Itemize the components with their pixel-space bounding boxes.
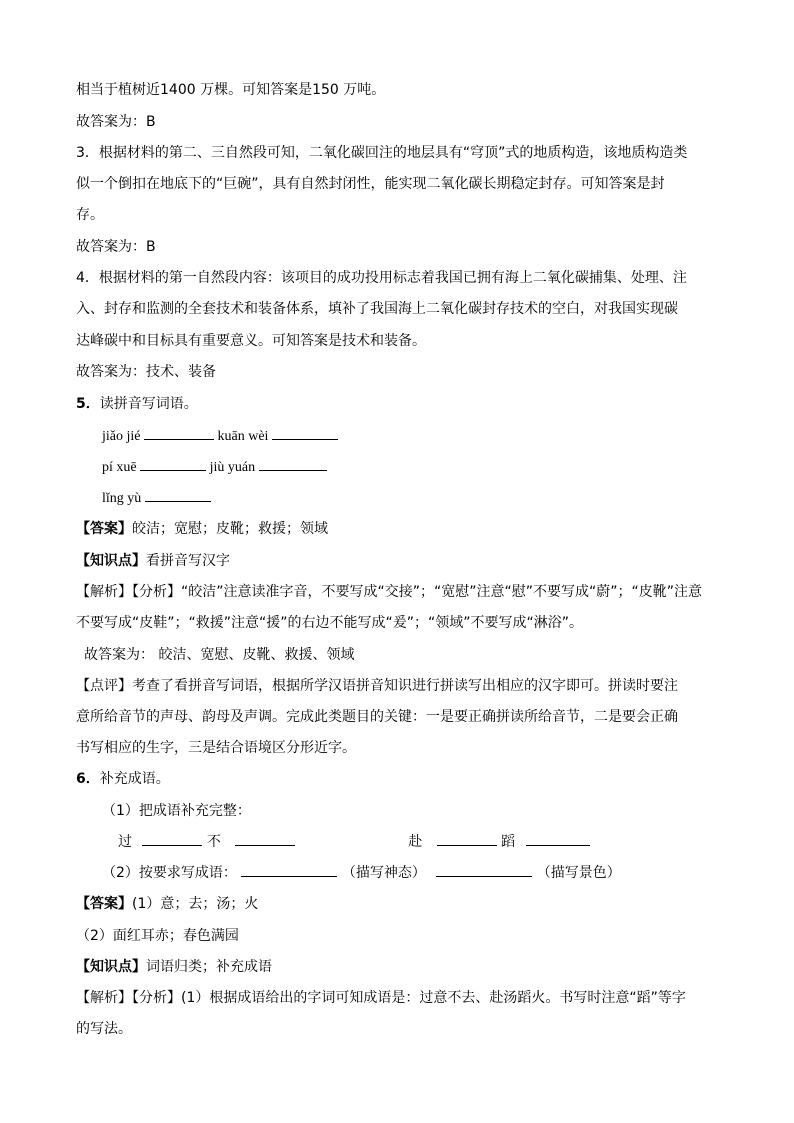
q5-pinyin-row-2 bbox=[102, 456, 734, 479]
q5-knowledge-point bbox=[76, 550, 734, 572]
pinyin-label: lǐng yù bbox=[102, 491, 142, 506]
idiom-char: 过 bbox=[118, 834, 132, 850]
answer-tag: 【答案】 bbox=[76, 521, 132, 537]
answer-blank[interactable] bbox=[144, 425, 214, 440]
idiom-char: 蹈 bbox=[501, 834, 516, 850]
q5-comment-line-2: 意所给音节的声母、韵母及声调。完成此类题目的关键：一是要正确拼读所给音节，二是要会正确 bbox=[76, 709, 678, 725]
q5-answer bbox=[76, 518, 734, 540]
answer-blank[interactable] bbox=[241, 862, 337, 877]
answer-text: (1）意；去；汤；火 bbox=[132, 896, 259, 912]
q6-heading bbox=[76, 768, 734, 790]
pinyin-label: pí xuē bbox=[102, 460, 137, 475]
answer-line: 故答案为：B bbox=[76, 114, 156, 130]
pinyin-label: jiù yuán bbox=[209, 460, 256, 475]
answer-blank[interactable] bbox=[145, 487, 211, 502]
idiom-char: 赴 bbox=[408, 834, 423, 850]
q5-analysis-line-1: 【解析】【分析】“皎洁”注意读准字音，不要写成“交接”；“宽慰”注意“慰”不要写成“蔚”；“皮靴”注意 bbox=[76, 584, 703, 600]
paragraph-line: 相当于植树近1400 万棵。可知答案是150 万吨。 bbox=[76, 82, 386, 98]
pinyin-label: kuān wèi bbox=[217, 429, 269, 444]
answer-blank[interactable] bbox=[272, 425, 338, 440]
q6-analysis-line-1: 【解析】【分析】(1）根据成语给出的字词可知成语是：过意不去、赴汤蹈火。书写时注意“蹈”等字 bbox=[76, 990, 686, 1006]
q5-pinyin-row-3 bbox=[102, 487, 734, 510]
hint-label: （描写神态） bbox=[341, 865, 426, 881]
q6-title: 补充成语。 bbox=[99, 771, 170, 787]
answer-blank[interactable] bbox=[142, 831, 202, 846]
q4-line-1: 4．根据材料的第一自然段内容：该项目的成功投用标志着我国已拥有海上二氧化碳捕集、处理、注 bbox=[76, 270, 687, 286]
q5-number: 5． bbox=[76, 396, 100, 412]
knowledge-tag: 【知识点】 bbox=[76, 553, 146, 569]
q5-analysis-line-2: 不要写成“皮鞋”；“救援”注意“援”的右边不能写成“爰”；“领域”不要写成“淋浴”。 bbox=[76, 615, 584, 631]
q4-line-2: 入、封存和监测的全套技术和装备体系，填补了我国海上二氧化碳封存技术的空白，对我国实现碳 bbox=[76, 301, 678, 317]
answer-blank[interactable] bbox=[436, 862, 532, 877]
hint-label: （描写景色） bbox=[536, 865, 621, 881]
answer-blank[interactable] bbox=[437, 831, 497, 846]
q3-answer: 故答案为：B bbox=[76, 239, 156, 255]
answer-text: 皎洁；宽慰；皮靴；救援；领域 bbox=[132, 521, 328, 537]
q6-idiom-row bbox=[118, 831, 734, 853]
q4-line-3: 达峰碳中和目标具有重要意义。可知答案是技术和装备。 bbox=[76, 333, 426, 349]
q3-line-2: 似一个倒扣在地底下的“巨碗”，具有自然封闭性，能实现二氧化碳长期稳定封存。可知答案是封 bbox=[76, 176, 665, 192]
q5-title: 读拼音写词语。 bbox=[99, 396, 198, 412]
q4-answer: 故答案为：技术、装备 bbox=[76, 364, 216, 380]
q5-comment-line-3: 书写相应的生字，三是结合语境区分形近字。 bbox=[76, 740, 356, 756]
q5-pinyin-row-1 bbox=[102, 425, 734, 448]
pinyin-label: jiǎo jié bbox=[102, 429, 141, 444]
q6-knowledge-point bbox=[76, 956, 734, 978]
q6-answer-2: （2）面红耳赤；春色满园 bbox=[76, 928, 239, 944]
q6-answer bbox=[76, 893, 734, 915]
knowledge-text: 词语归类；补充成语 bbox=[146, 959, 272, 975]
answer-blank[interactable] bbox=[235, 831, 295, 846]
answer-blank[interactable] bbox=[140, 456, 206, 471]
knowledge-tag: 【知识点】 bbox=[76, 959, 146, 975]
q5-heading bbox=[76, 393, 734, 415]
q5-comment-line-1: 【点评】考查了看拼音写词语，根据所学汉语拼音知识进行拼读写出相应的汉字即可。拼读时要注 bbox=[76, 678, 678, 694]
q6-number: 6． bbox=[76, 771, 100, 787]
answer-tag: 【答案】 bbox=[76, 896, 132, 912]
q6-sub2-row bbox=[102, 862, 734, 884]
knowledge-text: 看拼音写汉字 bbox=[146, 553, 230, 569]
answer-blank[interactable] bbox=[526, 831, 590, 846]
answer-blank[interactable] bbox=[259, 456, 327, 471]
q3-line-3: 存。 bbox=[76, 207, 104, 223]
q6-analysis-line-2: 的写法。 bbox=[76, 1021, 132, 1037]
q3-line-1: 3．根据材料的第二、三自然段可知，二氧化碳回注的地层具有“穹顶”式的地质构造，该地质构造类 bbox=[76, 145, 688, 161]
idiom-char: 不 bbox=[206, 834, 221, 850]
q5-final-answer: 故答案为： 皎洁、宽慰、皮靴、救援、领域 bbox=[84, 647, 355, 663]
q6-sub1: （1）把成语补充完整： bbox=[102, 803, 251, 819]
q6-sub2-label: （2）按要求写成语： bbox=[102, 865, 237, 881]
